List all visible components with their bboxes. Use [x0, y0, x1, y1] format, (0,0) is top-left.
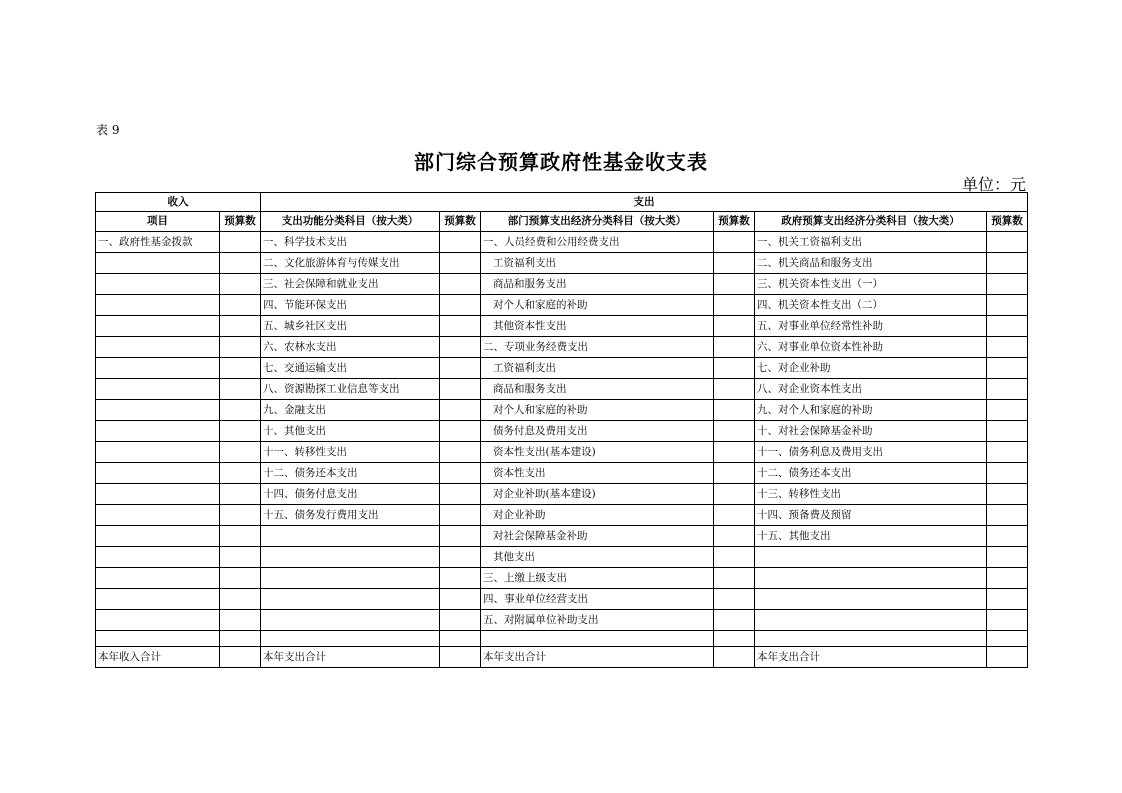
budget-amount-cell: [440, 379, 481, 400]
dept-item: 二、专项业务经费支出: [481, 337, 714, 358]
budget-amount-cell: [714, 505, 755, 526]
budget-amount-cell: [987, 274, 1028, 295]
empty-cell: [96, 589, 220, 610]
empty-cell: [96, 400, 220, 421]
empty-cell: [96, 379, 220, 400]
budget-amount-cell: [987, 505, 1028, 526]
table-row: [96, 505, 1028, 526]
dept-item: 对个人和家庭的补助: [481, 295, 714, 316]
total-amount-cell: [440, 647, 481, 668]
dept-item: 其他资本性支出: [481, 316, 714, 337]
total-label-dept: 本年支出合计: [481, 647, 714, 668]
budget-amount-cell: [440, 295, 481, 316]
budget-amount-cell: [987, 337, 1028, 358]
empty-cell: [755, 568, 987, 589]
budget-amount-cell: [987, 526, 1028, 547]
budget-amount-cell: [220, 358, 261, 379]
table-row: [96, 568, 1028, 589]
empty-cell: [261, 631, 440, 647]
budget-amount-cell: [440, 610, 481, 631]
budget-amount-cell: [987, 589, 1028, 610]
dept-item: 四、事业单位经营支出: [481, 589, 714, 610]
empty-cell: [96, 295, 220, 316]
budget-amount-cell: [220, 232, 261, 253]
budget-amount-cell: [714, 274, 755, 295]
budget-amount-cell: [220, 526, 261, 547]
budget-amount-cell: [440, 463, 481, 484]
budget-amount-cell: [987, 463, 1028, 484]
budget-amount-cell: [987, 253, 1028, 274]
gov-item: 一、机关工资福利支出: [755, 232, 987, 253]
table-row: [96, 232, 1028, 253]
empty-cell: [96, 547, 220, 568]
col-header-gov: 政府预算支出经济分类科目（按大类）: [755, 212, 987, 232]
budget-amount-cell: [714, 295, 755, 316]
col-header-func: 支出功能分类科目（按大类）: [261, 212, 440, 232]
dept-item: 三、上缴上级支出: [481, 568, 714, 589]
dept-item: 五、对附属单位补助支出: [481, 610, 714, 631]
func-item: 三、社会保障和就业支出: [261, 274, 440, 295]
table-row: [96, 316, 1028, 337]
empty-cell: [96, 610, 220, 631]
col-header-budget: 预算数: [440, 212, 481, 232]
budget-amount-cell: [440, 232, 481, 253]
func-item: 五、城乡社区支出: [261, 316, 440, 337]
section-row: [96, 193, 1028, 212]
income-section-header: 收入: [96, 193, 261, 212]
dept-item: 工资福利支出: [481, 358, 714, 379]
func-item: 十五、债务发行费用支出: [261, 505, 440, 526]
table-row: [96, 589, 1028, 610]
budget-amount-cell: [987, 547, 1028, 568]
gov-item: 十、对社会保障基金补助: [755, 421, 987, 442]
budget-amount-cell: [714, 526, 755, 547]
table-row: [96, 274, 1028, 295]
budget-amount-cell: [440, 274, 481, 295]
gov-item: 十四、预备费及预留: [755, 505, 987, 526]
func-item: 二、文化旅游体育与传媒支出: [261, 253, 440, 274]
budget-amount-cell: [987, 232, 1028, 253]
empty-cell: [96, 484, 220, 505]
total-amount-cell: [987, 647, 1028, 668]
empty-cell: [261, 526, 440, 547]
empty-cell: [261, 610, 440, 631]
func-item: 六、农林水支出: [261, 337, 440, 358]
budget-amount-cell: [987, 484, 1028, 505]
table-row: [96, 442, 1028, 463]
empty-cell: [261, 568, 440, 589]
table-row: [96, 421, 1028, 442]
func-item: 十一、转移性支出: [261, 442, 440, 463]
func-item: 一、科学技术支出: [261, 232, 440, 253]
empty-cell: [96, 421, 220, 442]
budget-amount-cell: [714, 358, 755, 379]
budget-amount-cell: [440, 337, 481, 358]
budget-amount-cell: [714, 610, 755, 631]
empty-cell: [261, 547, 440, 568]
budget-amount-cell: [220, 463, 261, 484]
gov-item: 十一、债务利息及费用支出: [755, 442, 987, 463]
table-body: [96, 193, 1028, 668]
budget-amount-cell: [440, 526, 481, 547]
table-number: 表 9: [96, 123, 120, 137]
budget-amount-cell: [220, 400, 261, 421]
table-row: [96, 379, 1028, 400]
budget-amount-cell: [220, 568, 261, 589]
budget-amount-cell: [220, 379, 261, 400]
total-label-income: 本年收入合计: [96, 647, 220, 668]
gov-item: 五、对事业单位经常性补助: [755, 316, 987, 337]
budget-amount-cell: [440, 505, 481, 526]
gov-item: 四、机关资本性支出（二）: [755, 295, 987, 316]
budget-amount-cell: [714, 484, 755, 505]
budget-amount-cell: [220, 274, 261, 295]
budget-amount-cell: [714, 316, 755, 337]
dept-item: 对社会保障基金补助: [481, 526, 714, 547]
empty-cell: [96, 463, 220, 484]
dept-item: 工资福利支出: [481, 253, 714, 274]
empty-cell: [96, 253, 220, 274]
table-row: [96, 358, 1028, 379]
table-row: [96, 463, 1028, 484]
total-amount-cell: [714, 647, 755, 668]
budget-amount-cell: [714, 421, 755, 442]
empty-cell: [96, 568, 220, 589]
budget-amount-cell: [440, 253, 481, 274]
empty-cell: [96, 274, 220, 295]
empty-cell: [96, 337, 220, 358]
func-item: 九、金融支出: [261, 400, 440, 421]
dept-item: 其他支出: [481, 547, 714, 568]
budget-amount-cell: [987, 295, 1028, 316]
budget-amount-cell: [440, 316, 481, 337]
table-row: [96, 547, 1028, 568]
budget-amount-cell: [987, 358, 1028, 379]
budget-amount-cell: [220, 442, 261, 463]
budget-amount-cell: [714, 589, 755, 610]
dept-item: 商品和服务支出: [481, 379, 714, 400]
budget-amount-cell: [220, 421, 261, 442]
budget-amount-cell: [714, 379, 755, 400]
empty-cell: [96, 505, 220, 526]
empty-cell: [96, 526, 220, 547]
budget-amount-cell: [714, 568, 755, 589]
budget-amount-cell: [714, 253, 755, 274]
budget-amount-cell: [714, 442, 755, 463]
budget-amount-cell: [987, 421, 1028, 442]
budget-amount-cell: [220, 253, 261, 274]
total-amount-cell: [220, 647, 261, 668]
total-label-gov: 本年支出合计: [755, 647, 987, 668]
budget-amount-cell: [440, 442, 481, 463]
table-row: [96, 337, 1028, 358]
col-header-budget: 预算数: [987, 212, 1028, 232]
page-title: 部门综合预算政府性基金收支表: [414, 150, 708, 174]
unit-label: 单位：元: [961, 175, 1026, 194]
func-item: 四、节能环保支出: [261, 295, 440, 316]
budget-amount-cell: [987, 316, 1028, 337]
col-header-budget: 预算数: [220, 212, 261, 232]
budget-amount-cell: [440, 421, 481, 442]
table-row: [96, 484, 1028, 505]
empty-cell: [987, 631, 1028, 647]
gov-item: 八、对企业资本性支出: [755, 379, 987, 400]
dept-item: 对企业补助: [481, 505, 714, 526]
dept-item: 债务付息及费用支出: [481, 421, 714, 442]
budget-amount-cell: [714, 463, 755, 484]
expense-section-header: 支出: [261, 193, 1028, 212]
budget-amount-cell: [220, 547, 261, 568]
dept-item: 一、人员经费和公用经费支出: [481, 232, 714, 253]
budget-amount-cell: [987, 568, 1028, 589]
gov-item: 十三、转移性支出: [755, 484, 987, 505]
func-item: 十四、债务付息支出: [261, 484, 440, 505]
dept-item: 对企业补助(基本建设): [481, 484, 714, 505]
table-row: [96, 400, 1028, 421]
dept-item: 对个人和家庭的补助: [481, 400, 714, 421]
empty-cell: [96, 358, 220, 379]
budget-amount-cell: [440, 547, 481, 568]
budget-amount-cell: [440, 400, 481, 421]
empty-cell: [96, 442, 220, 463]
table-row: [96, 295, 1028, 316]
budget-amount-cell: [987, 610, 1028, 631]
income-item: 一、政府性基金拨款: [96, 232, 220, 253]
empty-cell: [755, 631, 987, 647]
empty-cell: [755, 610, 987, 631]
empty-cell: [96, 631, 220, 647]
column-header-row: [96, 212, 1028, 232]
empty-cell: [755, 547, 987, 568]
empty-cell: [755, 589, 987, 610]
gov-item: 九、对个人和家庭的补助: [755, 400, 987, 421]
blank-row: [96, 631, 1028, 647]
budget-amount-cell: [987, 442, 1028, 463]
budget-table: [95, 192, 1028, 668]
gov-item: 十五、其他支出: [755, 526, 987, 547]
gov-item: 十二、债务还本支出: [755, 463, 987, 484]
budget-amount-cell: [714, 547, 755, 568]
empty-cell: [96, 316, 220, 337]
dept-item: 资本性支出: [481, 463, 714, 484]
budget-amount-cell: [440, 568, 481, 589]
empty-cell: [261, 589, 440, 610]
budget-amount-cell: [714, 232, 755, 253]
func-item: 十、其他支出: [261, 421, 440, 442]
func-item: 七、交通运输支出: [261, 358, 440, 379]
budget-amount-cell: [220, 484, 261, 505]
total-label-func: 本年支出合计: [261, 647, 440, 668]
func-item: 十二、债务还本支出: [261, 463, 440, 484]
gov-item: 六、对事业单位资本性补助: [755, 337, 987, 358]
budget-amount-cell: [220, 295, 261, 316]
empty-cell: [220, 631, 261, 647]
col-header-dept: 部门预算支出经济分类科目（按大类）: [481, 212, 714, 232]
budget-amount-cell: [220, 505, 261, 526]
table-row: [96, 253, 1028, 274]
gov-item: 二、机关商品和服务支出: [755, 253, 987, 274]
budget-amount-cell: [714, 337, 755, 358]
budget-amount-cell: [714, 400, 755, 421]
table-row: [96, 526, 1028, 547]
budget-amount-cell: [440, 484, 481, 505]
col-header-budget: 预算数: [714, 212, 755, 232]
budget-amount-cell: [987, 379, 1028, 400]
budget-amount-cell: [987, 400, 1028, 421]
budget-amount-cell: [440, 589, 481, 610]
totals-row: [96, 647, 1028, 668]
func-item: 八、资源勘探工业信息等支出: [261, 379, 440, 400]
gov-item: 七、对企业补助: [755, 358, 987, 379]
empty-cell: [440, 631, 481, 647]
budget-amount-cell: [220, 610, 261, 631]
budget-amount-cell: [220, 589, 261, 610]
empty-cell: [714, 631, 755, 647]
col-header-item: 项目: [96, 212, 220, 232]
dept-item: 商品和服务支出: [481, 274, 714, 295]
dept-item: 资本性支出(基本建设): [481, 442, 714, 463]
budget-amount-cell: [440, 358, 481, 379]
table-row: [96, 610, 1028, 631]
budget-amount-cell: [220, 337, 261, 358]
budget-amount-cell: [220, 316, 261, 337]
empty-cell: [481, 631, 714, 647]
gov-item: 三、机关资本性支出（一）: [755, 274, 987, 295]
